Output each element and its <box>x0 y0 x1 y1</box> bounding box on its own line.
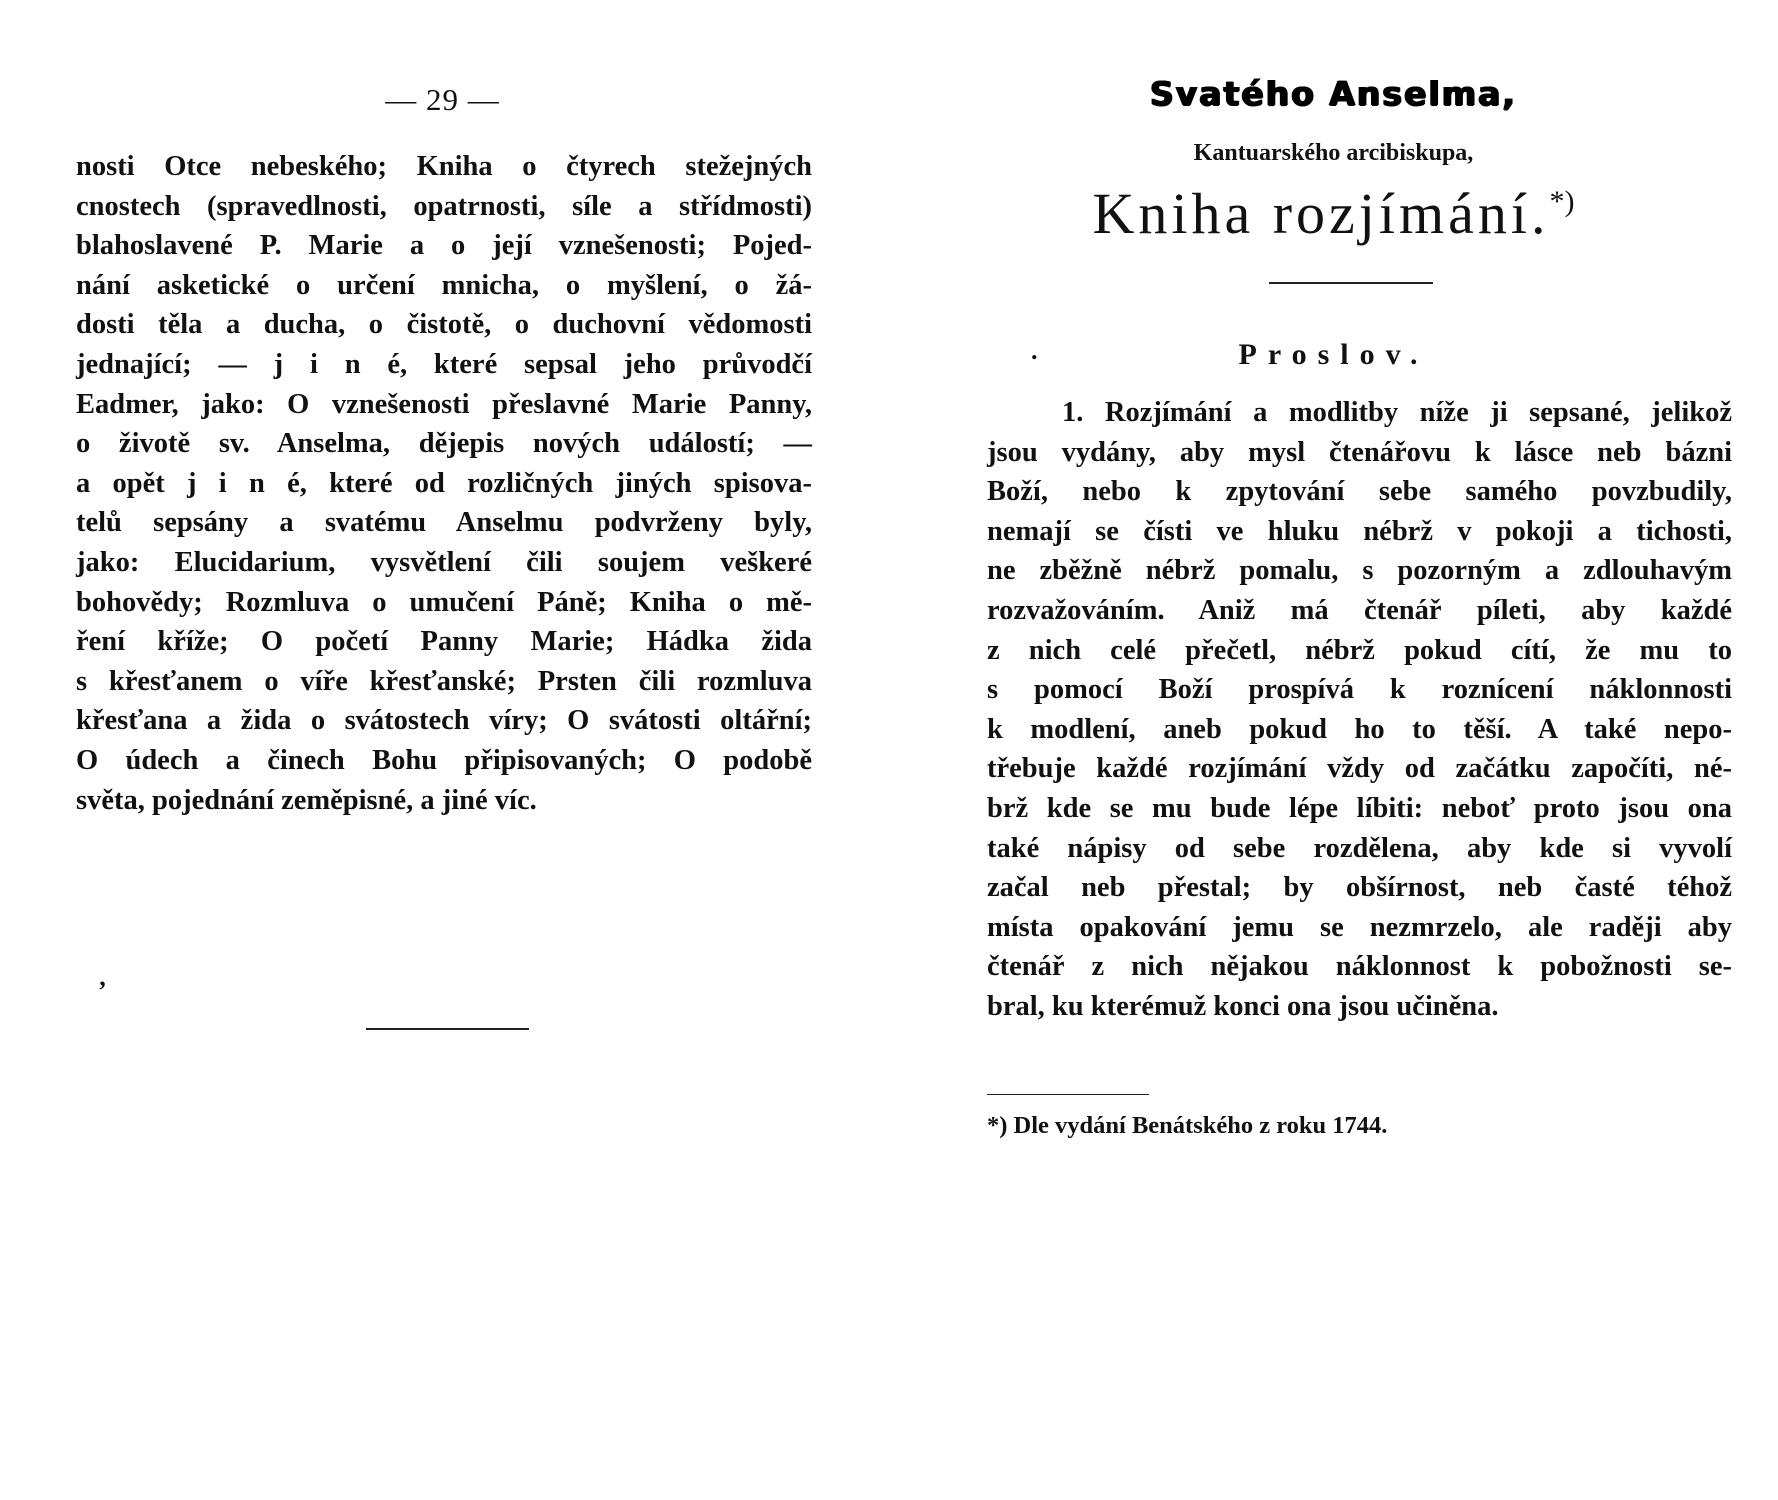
section-heading: Proslov. <box>1238 338 1429 371</box>
text-line: s pomocí Boží prospívá k roznícení náklonnosti <box>987 674 1732 706</box>
right-page <box>889 0 1778 1500</box>
print-speck: . <box>1031 336 1038 365</box>
text-line: z nich celé přečetl, nébrž pokud cítí, že mu to <box>987 634 1732 666</box>
text-line: telů sepsány a svatému Anselmu podvrženy byly, <box>76 507 812 539</box>
text-line: jako: Elucidarium, vysvětlení čili soujem veškeré <box>76 546 812 578</box>
text-line: čtenář z nich nějakou náklonnost k pobožnosti se- <box>987 951 1732 983</box>
text-line: křesťana a žida o svátostech víry; O svátosti oltářní; <box>76 705 812 737</box>
saint-title: Svatého Anselma, <box>1150 74 1517 113</box>
subtitle: Kantuarského arcibiskupa, <box>1193 140 1474 166</box>
text-line: rozvažováním. Aniž má čtenář píleti, aby každé <box>987 594 1732 626</box>
text-line: světa, pojednání zeměpisné, a jiné víc. <box>76 784 537 816</box>
text-line: nání asketické o určení mnicha, o myšlení, o žá- <box>76 269 812 301</box>
text-line: O údech a činech Bohu připisovaných; O podobě <box>76 744 812 776</box>
text-line: blahoslavené P. Marie a o její vznešenosti; Pojed- <box>76 230 812 262</box>
text-line: bral, ku kterémuž konci ona jsou učiněna. <box>987 990 1499 1022</box>
text-line: jsou vydány, aby mysl čtenářovu k lásce neb bázni <box>987 436 1732 468</box>
text-line: k modlení, aneb pokud ho to těší. A také nepo- <box>987 713 1732 745</box>
title-rule <box>1269 282 1433 284</box>
text-line: nosti Otce nebeského; Kniha o čtyrech stežejných <box>76 151 812 182</box>
text-line: Boží, nebo k zpytování sebe samého povzbudily, <box>987 476 1732 508</box>
text-line: brž kde se mu bude lépe líbiti: neboť proto jsou ona <box>987 792 1732 824</box>
print-speck: ʼ <box>98 976 107 1005</box>
page-number: — 29 — <box>385 82 500 117</box>
book-title <box>889 180 1778 247</box>
text-line: cnostech (spravedlnosti, opatrnosti, síle a střídmosti) <box>76 190 812 222</box>
book-title-text: Kniha rozjímání. <box>1092 181 1550 246</box>
text-line: bohovědy; Rozmluva o umučení Páně; Kniha o mě- <box>76 586 812 618</box>
end-rule <box>366 1028 529 1030</box>
text-line: místa opakování jemu se nezmrzelo, ale raději aby <box>987 911 1732 943</box>
text-line: o životě sv. Anselma, dějepis nových událostí; — <box>76 428 812 460</box>
text-line: s křesťanem o víře křesťanské; Prsten čili rozmluva <box>76 665 812 697</box>
footnote-rule <box>987 1094 1149 1095</box>
text-line: Eadmer, jako: O vznešenosti přeslavné Marie Panny, <box>76 388 812 420</box>
text-line: nemají se čísti ve hluku nébrž v pokoji a tichosti, <box>987 515 1732 547</box>
text-line: 1. Rozjímání a modlitby níže ji sepsané, jelikož <box>1062 397 1732 428</box>
footnote-marker: *) <box>1549 185 1575 218</box>
text-line: začal neb přestal; by obšírnost, neb časté téhož <box>987 872 1732 904</box>
text-line: jednající; — j i n é, které sepsal jeho průvodčí <box>76 348 812 380</box>
text-line: a opět j i n é, které od rozličných jiných spisova- <box>76 467 812 499</box>
text-line: dosti těla a ducha, o čistotě, o duchovní vědomosti <box>76 309 812 341</box>
left-body-text <box>76 147 812 820</box>
right-body-text <box>987 393 1732 1027</box>
text-line: ření kříže; O početí Panny Marie; Hádka žida <box>76 626 812 658</box>
text-line: také nápisy od sebe rozdělena, aby kde si vyvolí <box>987 832 1732 864</box>
text-line: ne zběžně nébrž pomalu, s pozorným a zdlouhavým <box>987 555 1732 587</box>
text-line: třebuje každé rozjímání vždy od začátku započíti, né- <box>987 753 1732 785</box>
footnote: *) Dle vydání Benátského z roku 1744. <box>987 1112 1388 1139</box>
